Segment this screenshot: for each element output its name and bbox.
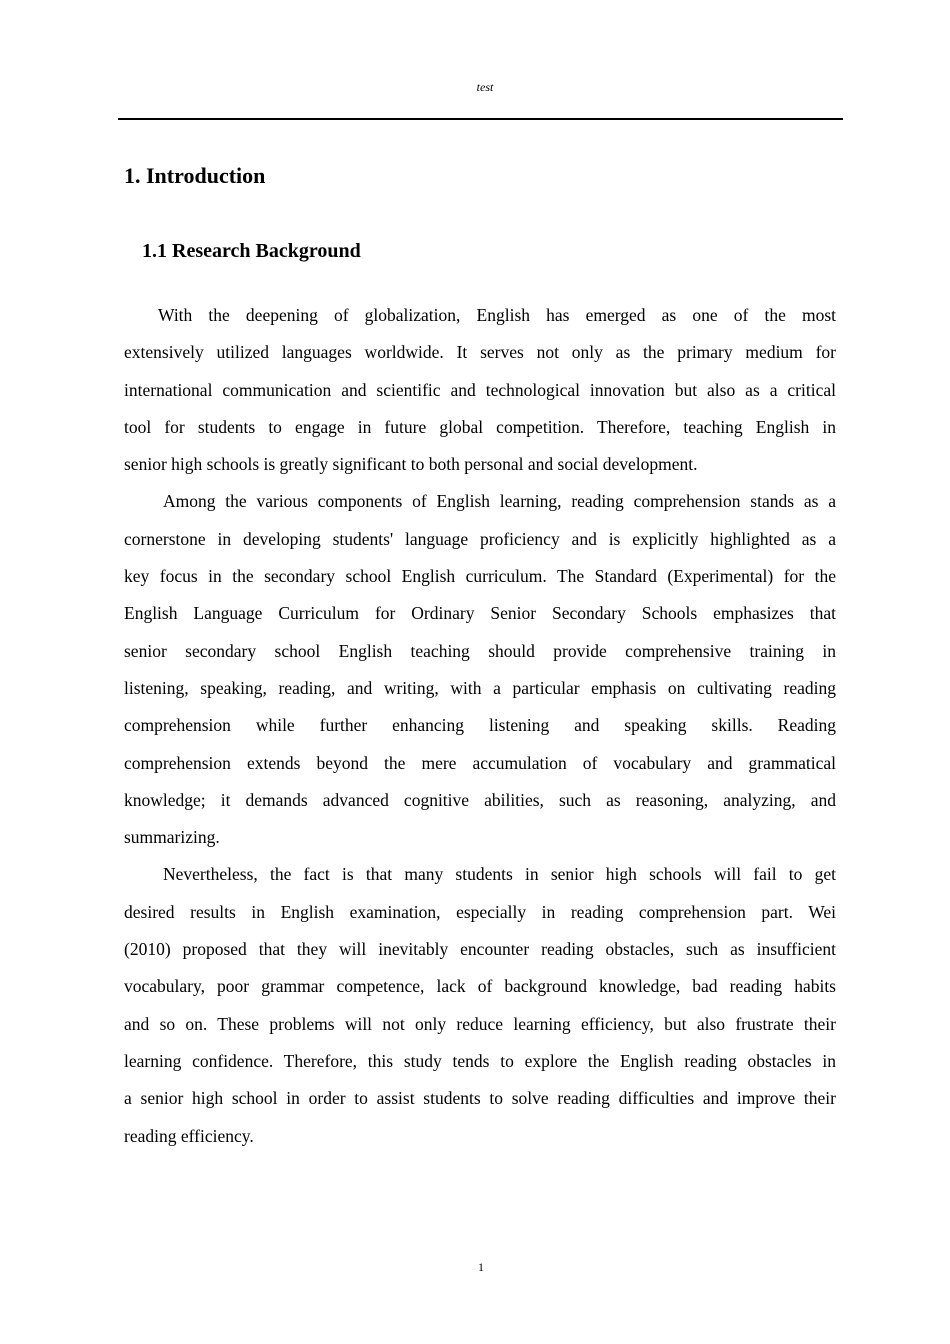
header-divider [118,118,843,120]
text-line: extensively utilized languages worldwide. It serves not only as the primary medium for [124,342,836,363]
text-line: reading efficiency. [124,1125,254,1146]
text-line: With the deepening of globalization, English has emerged as one of the most [158,305,836,325]
text-line: tool for students to engage in future global competition. Therefore, teaching English in [124,416,836,437]
text-line: learning confidence. Therefore, this study tends to explore the English reading obstacles in [124,1050,836,1071]
text-line: cornerstone in developing students' language proficiency and is explicitly highlighted as a [124,528,836,549]
section-heading: 1. Introduction [124,163,266,188]
text-line: vocabulary, poor grammar competence, lack of background knowledge, bad reading habits [124,976,836,997]
page-number: 1 [478,1260,484,1274]
text-line: and so on. These problems will not only reduce learning efficiency, but also frustrate their [124,1013,836,1034]
text-line: a senior high school in order to assist students to solve reading difficulties and improve their [124,1088,836,1109]
text-line: senior high schools is greatly significant to both personal and social development. [124,454,698,475]
text-line: English Language Curriculum for Ordinary Senior Secondary Schools emphasizes that [124,603,836,624]
text-line: Nevertheless, the fact is that many students in senior high schools will fail to get [163,864,836,885]
page-header: test [476,80,494,94]
paragraph [124,483,836,856]
text-line: summarizing. [124,827,220,848]
text-line: Among the various components of English learning, reading comprehension stands as a [163,491,836,512]
text-line: key focus in the secondary school English curriculum. The Standard (Experimental) for the [124,566,836,587]
text-line: listening, speaking, reading, and writing, with a particular emphasis on cultivating reading [124,677,836,698]
text-line: international communication and scientific and technological innovation but also as a critical [124,379,836,400]
text-line: comprehension while further enhancing listening and speaking skills. Reading [124,715,836,736]
paragraph [124,856,836,1154]
text-line: (2010) proposed that they will inevitably encounter reading obstacles, such as insufficient [124,939,836,960]
subsection-heading: 1.1 Research Background [142,240,361,262]
text-line: senior secondary school English teaching should provide comprehensive training in [124,640,836,661]
text-line: knowledge; it demands advanced cognitive abilities, such as reasoning, analyzing, and [124,789,836,810]
paragraph [124,297,836,483]
text-line: desired results in English examination, especially in reading comprehension part. Wei [124,901,836,922]
text-line: comprehension extends beyond the mere accumulation of vocabulary and grammatical [124,752,836,773]
body-text [124,297,836,1155]
